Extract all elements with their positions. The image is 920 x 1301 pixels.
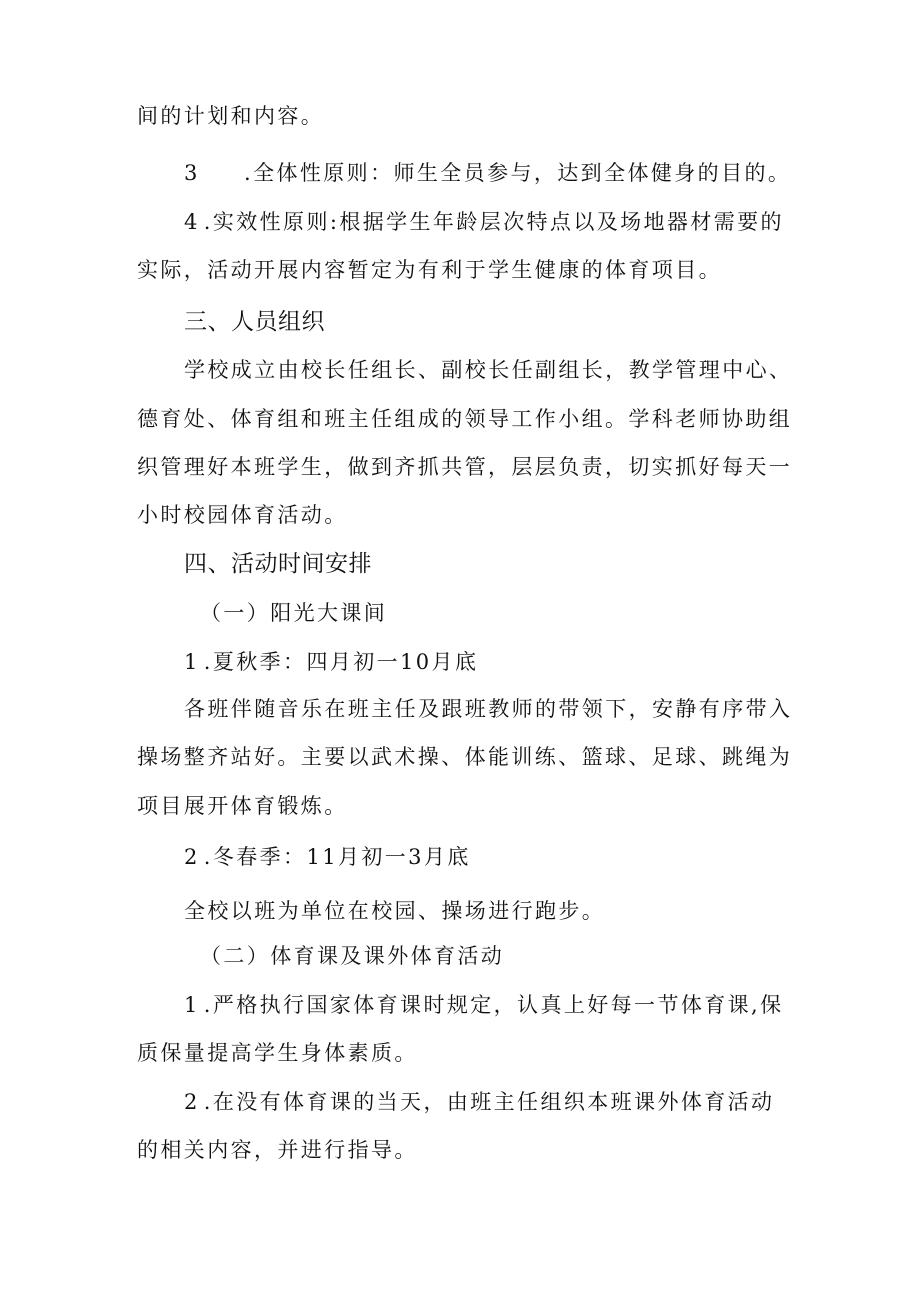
paragraph-line: 实际，活动开展内容暂定为有利于学生健康的体育项目。 [137,258,722,282]
item-number: 1 [184,993,200,1017]
item-text: .冬春季：11月初一3月底 [203,845,471,869]
paragraph-line: 操场整齐站好。主要以武术操、体能训练、篮球、足球、跳绳为 [137,745,793,769]
paragraph-line: 全校以班为单位在校园、操场进行跑步。 [184,899,606,923]
list-item [184,842,471,872]
paragraph-line: 间的计划和内容。 [137,104,325,128]
paragraph-line: 的相关内容，并进行指导。 [137,1138,418,1162]
list-item [184,1087,774,1117]
paragraph-line: 各班伴随音乐在班主任及跟班教师的带领下，安静有序带入 [184,697,793,721]
subsection-heading-1: （一）阳光大课间 [200,601,388,625]
section-heading-3: 三、人员组织 [184,309,325,335]
paragraph-line: 项目展开体育锻炼。 [137,794,348,818]
item-number: 3 [184,161,200,185]
item-text: .在没有体育课的当天，由班主任组织本班课外体育活动 [203,1090,775,1114]
item-number: 4 [184,210,200,234]
item-text: .实效性原则:根据学生年龄层次特点以及场地器材需要的 [203,210,784,234]
paragraph-line: 小时校园体育活动。 [137,503,348,527]
section-heading-4: 四、活动时间安排 [184,551,372,577]
paragraph-line: 织管理好本班学生，做到齐抓共管，层层负责，切实抓好每天一 [137,455,793,479]
principle-item-3 [184,158,791,188]
item-text: .夏秋季：四月初一10月底 [203,650,479,674]
item-number: 2 [184,845,200,869]
paragraph-line: 质保量提高学生身体素质。 [137,1041,418,1065]
paragraph-line: 德育处、体育组和班主任组成的领导工作小组。学科老师协助组 [137,407,793,431]
list-item [184,647,478,677]
item-number: 2 [184,1090,200,1114]
item-text: .全体性原则：师生全员参与，达到全体健身的目的。 [244,161,792,185]
list-item [184,990,784,1020]
subsection-heading-2: （二）体育课及课外体育活动 [200,944,505,968]
item-text: .严格执行国家体育课时规定，认真上好每一节体育课,保 [203,993,784,1017]
principle-item-4 [184,207,784,237]
item-number: 1 [184,650,200,674]
paragraph-line: 学校成立由校长任组长、副校长任副组长，教学管理中心、 [184,358,793,382]
